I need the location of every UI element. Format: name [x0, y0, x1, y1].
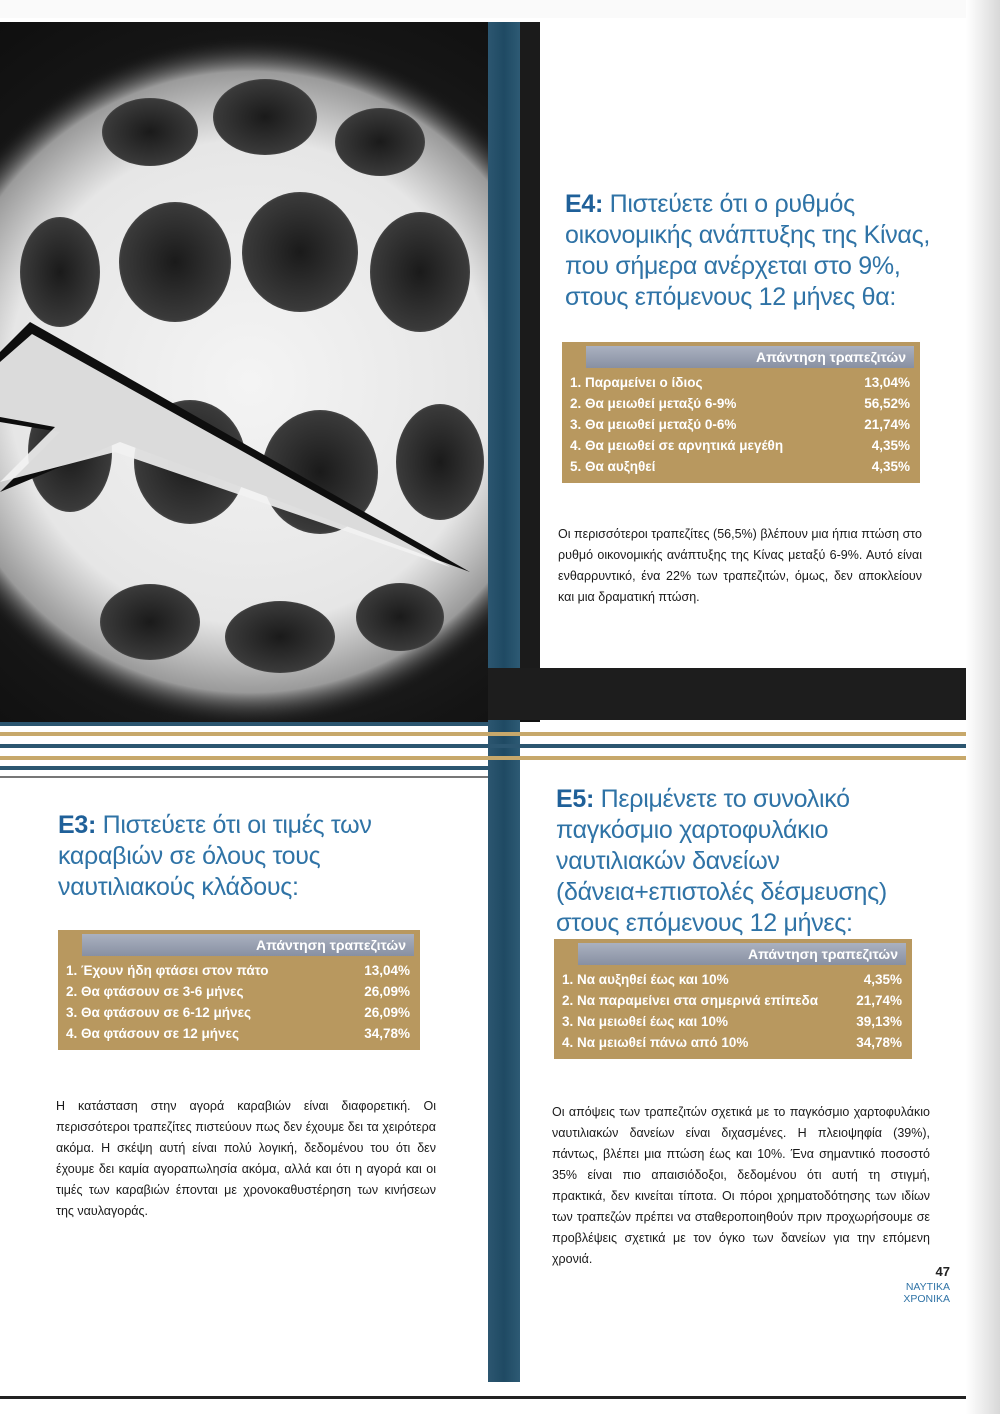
magazine-name — [880, 1281, 950, 1305]
q3-row-1-label: 1. Έχουν ήδη φτάσει στον πάτο — [66, 963, 269, 978]
q4-title: Πιστεύετε ότι ο ρυθμός οικονομικής ανάπτυξης της Κίνας, που σήμερα ανέρχεται στο 9%, στους επόμενους 12 μήνες θα: — [565, 190, 930, 311]
q3-heading — [58, 810, 458, 903]
q5-row-2 — [560, 990, 906, 1011]
q4-row-5 — [568, 456, 914, 477]
q5-row-2-label: 2. Να παραμείνει στα σημερινά επίπεδα — [562, 993, 819, 1008]
q4-row-1-value: 13,04% — [864, 375, 910, 390]
q4-table-header: Απάντηση τραπεζιτών — [586, 346, 914, 368]
q3-code: Ε3: — [58, 811, 97, 839]
q3-row-3-value: 26,09% — [364, 1005, 410, 1020]
stripe-blue-3 — [0, 766, 488, 770]
q5-row-4-label: 4. Να μειωθεί πάνω από 10% — [562, 1035, 749, 1050]
q4-row-1-label: 1. Παραμείνει ο ίδιος — [570, 375, 703, 390]
q3-row-4 — [64, 1023, 414, 1044]
q5-code: Ε5: — [556, 785, 595, 813]
globe-illustration — [0, 22, 540, 722]
q4-row-2 — [568, 393, 914, 414]
q3-row-3-label: 3. Θα φτάσουν σε 6-12 μήνες — [66, 1005, 251, 1020]
q3-row-2 — [64, 981, 414, 1002]
q4-row-1 — [568, 372, 914, 393]
horizontal-dark-bar — [488, 668, 966, 720]
stripe-grey — [0, 776, 488, 778]
q5-title: Περιμένετε το συνολικό παγκόσμιο χαρτοφυλάκιο ναυτιλιακών δανείων (δάνεια+επιστολές δέσμευσης) στους επόμενους 12 μήνες: — [556, 785, 887, 937]
q5-paragraph: Οι απόψεις των τραπεζιτών σχετικά με το παγκόσμιο χαρτοφυλάκιο ναυτιλιακών δανείων είναι διχασμένες. Η πλειοψηφία (39%), πάντως, βλέπει μια πτώση έως και 10%. Ένα σημαντικό ποσοστό 35% είναι πιο απαισιόδοξοι, δεδομένου ότι αυτή τη στιγμή, πρακτικά, δεν κινείται τίποτα. Οι πόροι χρηματοδότησης των ιδίων των τραπεζών πρέπει να σταθεροποιηθούν πριν προχωρήσουμε σε προβλέψεις σχετικά με τον όγκο των δανείων για την επόμενη χρονιά. — [552, 1105, 930, 1266]
q5-table-header: Απάντηση τραπεζιτών — [578, 943, 906, 965]
q5-row-3 — [560, 1011, 906, 1032]
top-edge — [0, 0, 1000, 18]
q5-row-3-label: 3. Να μειωθεί έως και 10% — [562, 1014, 729, 1029]
q3-row-2-label: 2. Θα φτάσουν σε 3-6 μήνες — [66, 984, 244, 999]
q4-row-4-value: 4,35% — [871, 438, 910, 453]
q4-code: Ε4: — [565, 190, 604, 218]
q3-row-3 — [64, 1002, 414, 1023]
bottom-rule — [0, 1396, 966, 1399]
q3-table-header: Απάντηση τραπεζιτών — [82, 934, 414, 956]
stripe-gold-2 — [0, 756, 966, 760]
q4-row-5-label: 5. Θα αυξηθεί — [570, 459, 656, 474]
q5-row-4-value: 34,78% — [856, 1035, 902, 1050]
q4-row-4 — [568, 435, 914, 456]
q4-row-2-value: 56,52% — [864, 396, 910, 411]
magazine-name-line-1: ΝΑΥΤΙΚΑ — [905, 1281, 950, 1293]
q4-row-5-value: 4,35% — [871, 459, 910, 474]
q4-row-3 — [568, 414, 914, 435]
q4-row-2-label: 2. Θα μειωθεί μεταξύ 6-9% — [570, 396, 737, 411]
q3-table — [58, 930, 420, 1050]
page-fold-shadow — [966, 0, 1000, 1414]
q4-row-3-value: 21,74% — [864, 417, 910, 432]
q5-row-4 — [560, 1032, 906, 1053]
q3-row-1-value: 13,04% — [364, 963, 410, 978]
q4-table — [562, 342, 920, 483]
q5-row-2-value: 21,74% — [856, 993, 902, 1008]
q3-title: Πιστεύετε ότι οι τιμές των καραβιών σε όλους τους ναυτιλιακούς κλάδους: — [58, 811, 372, 901]
vertical-dark-bar — [520, 22, 540, 668]
q3-paragraph: Η κατάσταση στην αγορά καραβιών είναι διαφορετική. Οι περισσότεροι τραπεζίτες πιστεύουν πως δεν έχουμε δει τα χειρότερα ακόμα. Η σκέψη αυτή είναι πολύ λογική, δεδομένου του ότι δεν έχουμε δει καμία αγοραπωλησία ακόμα, αλλά και ότι η αγορά και οι τιμές των καραβιών έπονται με χρονοκαθυστέρηση των κινήσεων της ναυλαγοράς. — [56, 1099, 436, 1218]
q3-row-4-label: 4. Θα φτάσουν σε 12 μήνες — [66, 1026, 239, 1041]
q4-row-4-label: 4. Θα μειωθεί σε αρνητικά μεγέθη — [570, 438, 784, 453]
page-number: 47 — [935, 1264, 950, 1279]
q5-row-1 — [560, 969, 906, 990]
stripe-gold-1 — [0, 732, 966, 736]
q5-row-1-value: 4,35% — [863, 972, 902, 987]
q5-table — [554, 939, 912, 1059]
q4-paragraph: Οι περισσότεροι τραπεζίτες (56,5%) βλέπουν μια ήπια πτώση στο ρυθμό οικονομικής ανάπτυξης της Κίνας μεταξύ 6-9%. Αυτό είναι ενθαρρυντικό, ένα 22% των τραπεζιτών, όμως, δεν αποκλείουν και μια δραματική πτώση. — [558, 527, 922, 604]
q5-row-3-value: 39,13% — [856, 1014, 902, 1029]
magazine-name-line-2: ΧΡΟΝΙΚΑ — [903, 1293, 950, 1305]
q3-row-4-value: 34,78% — [364, 1026, 410, 1041]
q4-heading — [565, 189, 945, 313]
stripe-blue-2 — [0, 744, 966, 748]
globe-graphic — [0, 22, 540, 722]
q3-row-2-value: 26,09% — [364, 984, 410, 999]
q3-row-1 — [64, 960, 414, 981]
stripe-blue-1 — [0, 722, 488, 726]
q4-row-3-label: 3. Θα μειωθεί μεταξύ 0-6% — [570, 417, 737, 432]
q5-row-1-label: 1. Να αυξηθεί έως και 10% — [562, 972, 729, 987]
q5-heading — [556, 784, 948, 939]
